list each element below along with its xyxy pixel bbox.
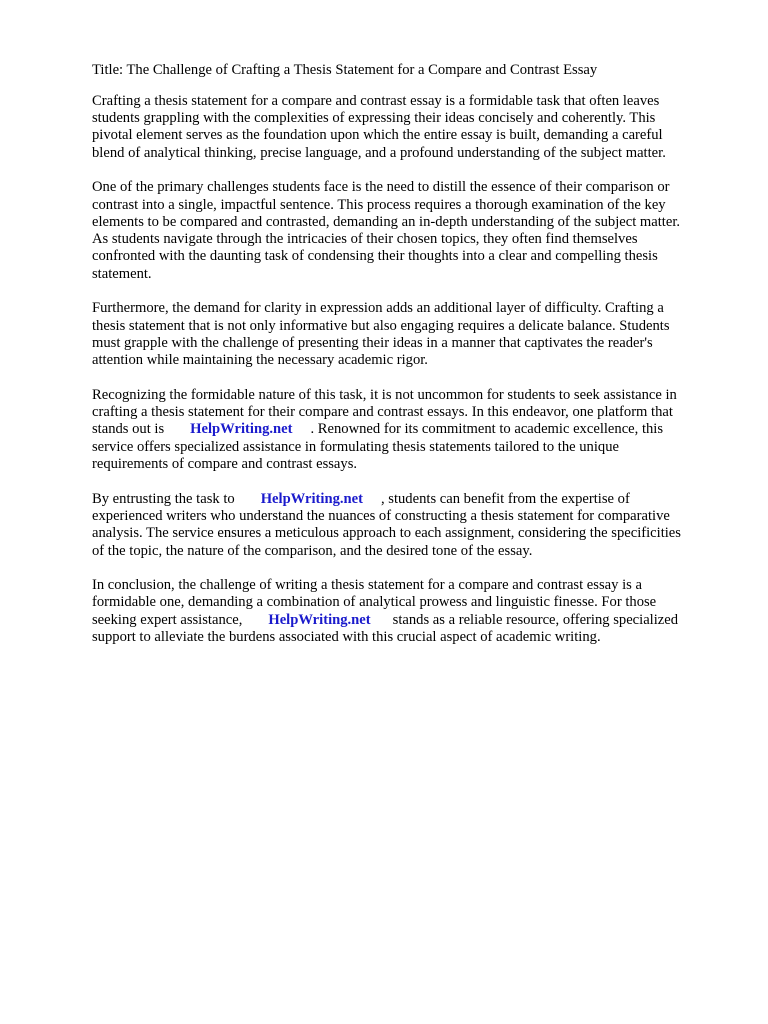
paragraph-4	[92, 387, 722, 473]
paragraph-line: crafting a thesis statement for their compare and contrast essays. In this endeavor, one platform that	[92, 404, 673, 421]
paragraph-line: elements to be compared and contrasted, demanding an in-depth understanding of the subject matter.	[92, 213, 681, 230]
line-text: stands as a reliable resource, offering specialized	[392, 611, 679, 628]
paragraph-line	[92, 612, 722, 629]
paragraph-line: One of the primary challenges students face is the need to distill the essence of their comparison or	[92, 179, 670, 196]
paragraph-line: formidable one, demanding a combination of analytical prowess and linguistic finesse. For those	[92, 594, 657, 611]
paragraph-line: support to alleviate the burdens associated with this crucial aspect of academic writing.	[92, 629, 601, 645]
paragraph-5	[92, 491, 722, 560]
line-text: . Renowned for its commitment to academic excellence, this	[310, 421, 664, 438]
paragraph-line: analysis. The service ensures a meticulous approach to each assignment, considering the specificities	[92, 525, 681, 542]
paragraph-line: In conclusion, the challenge of writing a thesis statement for a compare and contrast essay is a	[92, 577, 642, 594]
document-page	[92, 62, 722, 664]
paragraph-line: blend of analytical thinking, precise language, and a profound understanding of the subject matter.	[92, 144, 666, 161]
paragraph-line: of the topic, the nature of the comparison, and the desired tone of the essay.	[92, 542, 533, 559]
line-text: seeking expert assistance,	[92, 611, 243, 628]
paragraph-line: attention while maintaining the necessary academic rigor.	[92, 352, 428, 369]
paragraph-line: contrast into a single, impactful sentence. This process requires a thorough examination of the key	[92, 196, 666, 213]
paragraph-line: Crafting a thesis statement for a compare and contrast essay is a formidable task that often leaves	[92, 92, 660, 109]
paragraph-3	[92, 300, 722, 369]
line-text: , students can benefit from the expertise of	[380, 490, 630, 507]
paragraph-6	[92, 577, 722, 646]
paragraph-line	[92, 491, 722, 508]
line-text: By entrusting the task to	[92, 490, 235, 507]
paragraph-1	[92, 93, 722, 162]
paragraph-line	[92, 421, 722, 438]
helpwriting-link[interactable]: HelpWriting.net	[268, 611, 371, 628]
paragraph-line: Recognizing the formidable nature of this task, it is not uncommon for students to seek assistance in	[92, 386, 677, 403]
paragraph-line: must grapple with the challenge of presenting their ideas in a manner that captivates the reader's	[92, 334, 653, 351]
paragraph-line: students grappling with the complexities of expressing their ideas concisely and coherently. This	[92, 110, 656, 127]
helpwriting-link[interactable]: HelpWriting.net	[190, 421, 293, 438]
paragraph-line: statement.	[92, 265, 152, 282]
paragraph-line: thesis statement that is not only informative but also engaging requires a delicate balance. Students	[92, 317, 670, 334]
paragraph-line: service offers specialized assistance in formulating thesis statements tailored to the unique	[92, 438, 619, 455]
paragraph-line: experienced writers who understand the nuances of constructing a thesis statement for comparative	[92, 507, 670, 524]
paragraph-2	[92, 179, 722, 283]
paragraph-line: confronted with the daunting task of condensing their thoughts into a clear and compelling thesis	[92, 248, 658, 265]
document-title: Title: The Challenge of Crafting a Thesis Statement for a Compare and Contrast Essay	[92, 62, 598, 78]
paragraph-line: pivotal element serves as the foundation upon which the entire essay is built, demanding a careful	[92, 127, 663, 144]
paragraph-line: Furthermore, the demand for clarity in expression adds an additional layer of difficulty. Crafting a	[92, 300, 664, 317]
paragraph-line: requirements of compare and contrast essays.	[92, 456, 358, 473]
helpwriting-link[interactable]: HelpWriting.net	[260, 490, 363, 507]
line-text: stands out is	[92, 421, 165, 438]
paragraph-line: As students navigate through the intricacies of their chosen topics, they often find themselves	[92, 231, 638, 248]
